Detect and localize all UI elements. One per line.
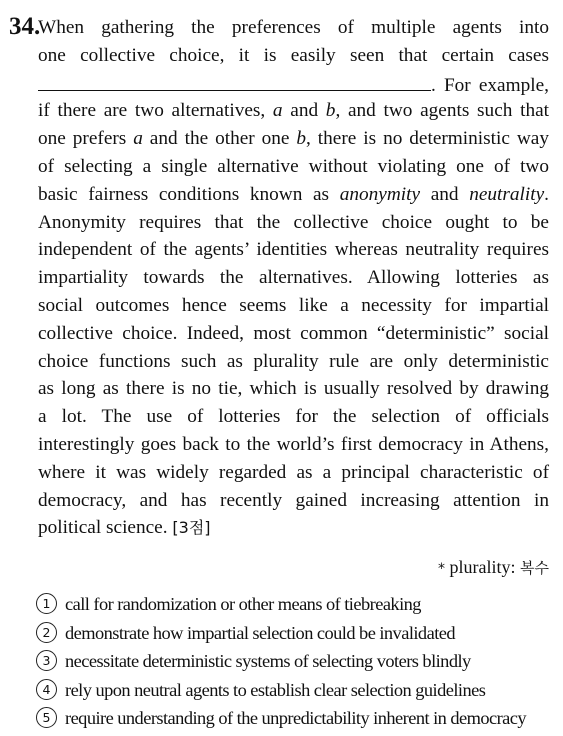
question-number: 34.: [9, 13, 41, 40]
passage-line: [38, 403, 549, 431]
points-label: [3점]: [172, 518, 211, 538]
text-segment: of selecting a single alternative without violating one of two: [38, 156, 549, 177]
answer-option-4[interactable]: [36, 676, 485, 705]
italic-term: a: [133, 128, 143, 150]
passage-line: [38, 70, 549, 98]
passage-line: [38, 97, 549, 125]
footnote: [438, 553, 549, 583]
text-segment: and: [282, 100, 326, 122]
text-segment: where it was widely regarded as a principal characteristic of: [38, 461, 549, 483]
italic-term: anonymity: [339, 183, 421, 205]
text-segment: one prefers: [38, 128, 134, 150]
text-segment: and: [420, 183, 470, 205]
passage-line: [38, 125, 549, 153]
passage-line: [38, 236, 549, 264]
option-text: demonstrate how impartial selection could be invalidated: [65, 622, 456, 643]
text-segment: a lot. The use of lotteries for the selection of officials: [38, 406, 549, 428]
option-text: rely upon neutral agents to establish clear selection guidelines: [65, 679, 486, 700]
text-segment: independent of the agents’ identities whereas neutrality requires: [38, 239, 549, 261]
option-number-circle: 4: [36, 679, 57, 700]
text-segment: as long as there is no tie, which is usually resolved by drawing: [38, 378, 549, 400]
text-segment: democracy, and has recently gained increasing attention in: [38, 489, 549, 511]
text-segment: impartiality towards the alternatives. Allowing lotteries as: [38, 267, 549, 289]
passage-line: [38, 375, 549, 403]
passage-line: [38, 320, 549, 348]
passage-line: [38, 14, 549, 42]
passage-line: [38, 42, 549, 70]
footnote-star: *: [438, 561, 446, 577]
text-segment: basic fairness conditions known as: [38, 183, 340, 205]
answer-option-5[interactable]: [36, 704, 526, 733]
text-segment: one collective choice, it is easily seen that certain cases: [38, 44, 549, 66]
passage-line: [38, 348, 549, 376]
italic-term: b: [325, 100, 336, 122]
passage-line: [38, 431, 549, 459]
italic-term: neutrality: [469, 183, 545, 205]
text-segment: . For example,: [431, 74, 549, 96]
text-segment: and the other one: [142, 128, 297, 150]
text-segment: Anonymity requires that the collective choice ought to be: [38, 211, 549, 233]
text-segment: , and two agents such that: [335, 100, 549, 122]
footnote-meaning: 복수: [520, 559, 549, 577]
text-segment: if there are two alternatives,: [38, 100, 273, 122]
passage-line: [38, 209, 549, 237]
passage-line: [38, 264, 549, 292]
italic-term: b: [296, 128, 307, 150]
passage-line: [38, 487, 549, 515]
text-segment: .: [544, 183, 549, 205]
passage-line: [38, 514, 549, 542]
passage-line: [38, 181, 549, 209]
text-segment: When gathering the preferences of multiple agents into: [38, 17, 549, 38]
italic-term: a: [272, 100, 283, 122]
passage-line: [38, 459, 549, 487]
answer-option-2[interactable]: [36, 619, 455, 648]
text-segment: interestingly goes back to the world’s first democracy in Athens,: [38, 434, 549, 455]
option-number-circle: 5: [36, 707, 57, 728]
option-number-circle: 3: [36, 650, 57, 671]
option-text: necessitate deterministic systems of selecting voters blindly: [65, 651, 471, 671]
option-text: call for randomization or other means of tiebreaking: [65, 594, 421, 614]
passage-line: [38, 292, 549, 320]
text-segment: , there is no deterministic way: [306, 128, 549, 150]
answer-blank: [38, 70, 431, 91]
answer-option-1[interactable]: [36, 590, 421, 619]
option-number-circle: 2: [36, 622, 57, 643]
footnote-term: plurality:: [449, 557, 516, 577]
option-text: require understanding of the unpredictability inherent in democracy: [65, 708, 527, 728]
answer-option-3[interactable]: [36, 647, 471, 676]
text-segment: choice functions such as plurality rule are only deterministic: [38, 350, 549, 372]
text-segment: political science.: [38, 517, 173, 539]
passage-line: [38, 153, 549, 181]
text-segment: social outcomes hence seems like a necessity for impartial: [38, 295, 549, 316]
text-segment: collective choice. Indeed, most common “deterministic” social: [38, 322, 549, 344]
option-number-circle: 1: [36, 593, 57, 614]
